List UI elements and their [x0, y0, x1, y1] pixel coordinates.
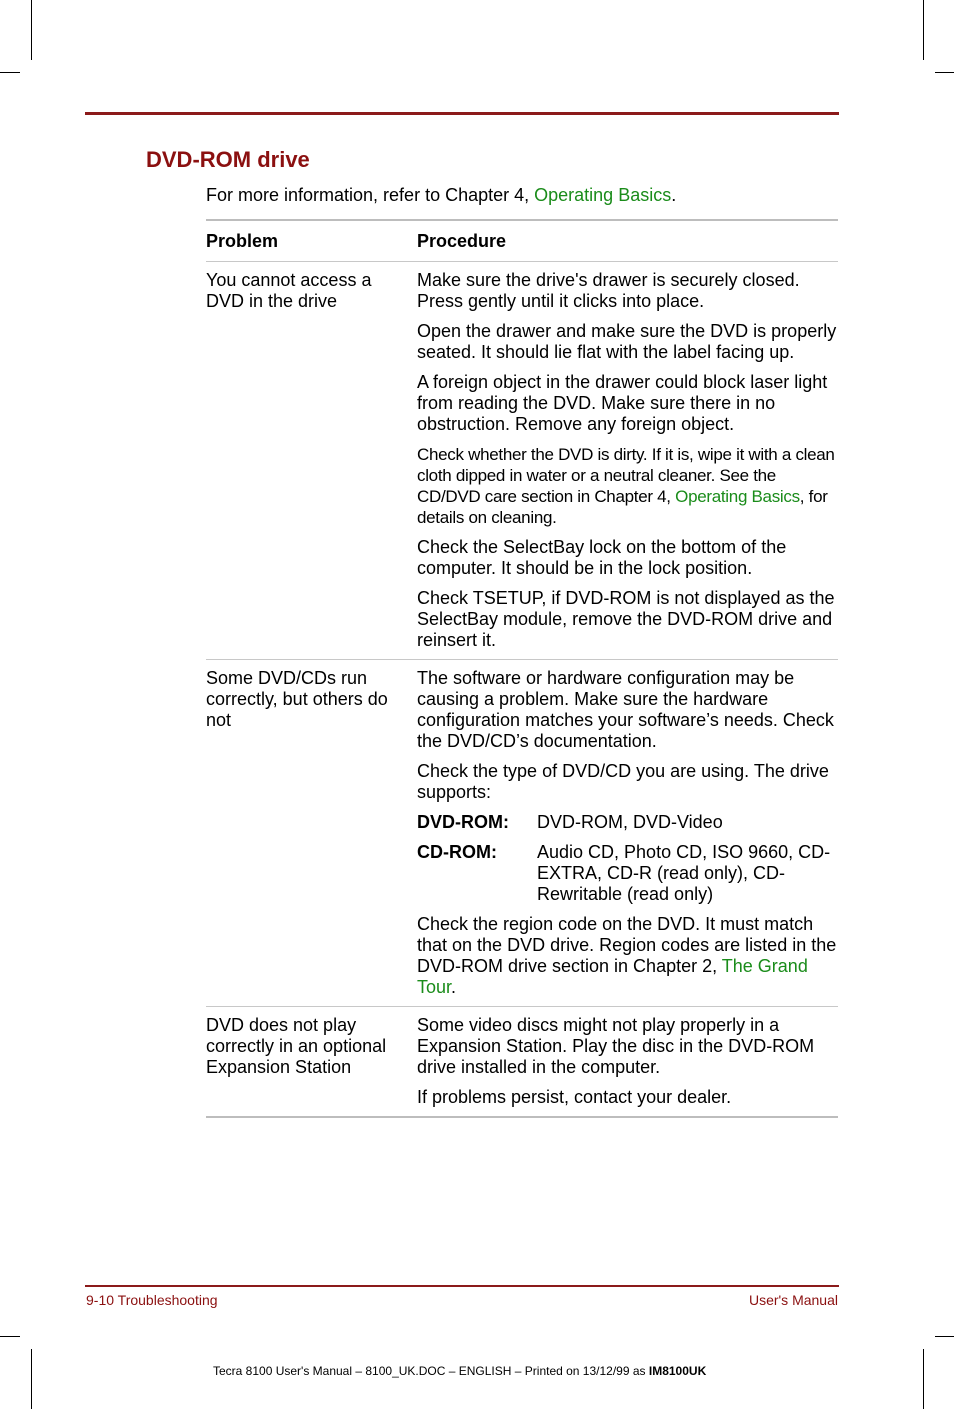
procedure-text-part: , for details on cleaning.	[417, 487, 828, 527]
crop-mark	[935, 1336, 954, 1337]
crop-mark	[923, 0, 924, 60]
procedure-text: The software or hardware configuration may be causing a problem. Make sure the hardware configuration matches your software’s needs. Check the DVD/CD’s documentation.	[417, 668, 834, 751]
crop-mark	[31, 0, 32, 60]
footer-manual-label: User's Manual	[748, 1292, 838, 1308]
table-header	[206, 221, 838, 261]
procedure-text: Check the SelectBay lock on the bottom of the computer. It should be in the lock position.	[417, 537, 787, 578]
format-value: DVD-ROM, DVD-Video	[537, 812, 723, 832]
problem-cell: Some DVD/CDs run correctly, but others do not	[206, 668, 388, 730]
procedure-text: Some video discs might not play properly in a Expansion Station. Play the disc in the DVD-ROM drive installed in the computer.	[417, 1015, 815, 1077]
procedure-text-part: .	[451, 977, 457, 997]
procedure-text: Open the drawer and make sure the DVD is properly seated. It should lie flat with the label facing up.	[417, 321, 837, 362]
footer-rule	[85, 1285, 839, 1287]
crop-mark	[0, 1336, 20, 1337]
format-term: DVD-ROM:	[417, 812, 509, 832]
supported-format-dvd	[417, 812, 838, 833]
procedure-text-part: Check whether the DVD is dirty. If it is, wipe it with a clean cloth dipped in water or a neutral cleaner. See the CD/DVD care section in Chapter 4,	[417, 445, 835, 506]
format-value: Audio CD, Photo CD, ISO 9660, CD-EXTRA, CD-R (read only), CD-Rewritable (read only)	[537, 842, 831, 904]
crop-mark	[31, 1349, 32, 1409]
format-term: CD-ROM:	[417, 842, 497, 862]
procedure-text-part: Check the region code on the DVD. It must match that on the DVD drive. Region codes are listed in the DVD-ROM drive section in Chapter 2,	[417, 914, 837, 976]
problem-cell: You cannot access a DVD in the drive	[206, 270, 372, 311]
crop-mark	[0, 72, 20, 73]
intro-text	[206, 185, 676, 206]
intro-prefix: For more information, refer to Chapter 4,	[206, 185, 535, 205]
troubleshooting-table	[206, 219, 838, 1118]
table-bottom-rule	[206, 1116, 838, 1118]
procedure-text: Check TSETUP, if DVD-ROM is not displayed as the SelectBay module, remove the DVD-ROM drive and reinsert it.	[417, 588, 835, 650]
problem-cell: DVD does not play correctly in an optional Expansion Station	[206, 1015, 387, 1077]
procedure-text: A foreign object in the drawer could block laser light from reading the DVD. Make sure there in no obstruction. Remove any foreign object.	[417, 372, 828, 434]
print-info	[213, 1364, 706, 1378]
print-code: IM8100UK	[648, 1364, 707, 1378]
print-info-text: Tecra 8100 User's Manual – 8100_UK.DOC – ENGLISH – Printed on 13/12/99 as	[213, 1364, 649, 1378]
procedure-text: Check the type of DVD/CD you are using. The drive supports:	[417, 761, 829, 802]
procedure-cell	[417, 1015, 838, 1108]
table-row	[206, 262, 838, 659]
section-title: DVD-ROM drive	[146, 147, 310, 172]
crop-mark	[923, 1349, 924, 1409]
procedure-cell	[417, 270, 838, 651]
procedure-cell	[417, 668, 838, 998]
header-rule	[85, 112, 839, 115]
operating-basics-link[interactable]: Operating Basics	[675, 487, 800, 506]
procedure-text	[417, 914, 838, 998]
table-row	[206, 1007, 838, 1116]
supported-format-cd	[417, 842, 838, 905]
operating-basics-link[interactable]: Operating Basics	[534, 185, 672, 205]
procedure-text	[417, 444, 838, 528]
procedure-text: Make sure the drive's drawer is securely closed. Press gently until it clicks into place.	[417, 270, 800, 311]
crop-mark	[935, 72, 954, 73]
header-procedure: Procedure	[417, 230, 507, 251]
footer-page-label: 9-10 Troubleshooting	[86, 1292, 218, 1308]
header-problem: Problem	[206, 230, 279, 251]
table-row	[206, 660, 838, 1006]
grand-tour-link[interactable]: The Grand Tour	[417, 956, 808, 997]
intro-suffix: .	[671, 185, 677, 205]
procedure-text: If problems persist, contact your dealer.	[417, 1087, 732, 1107]
